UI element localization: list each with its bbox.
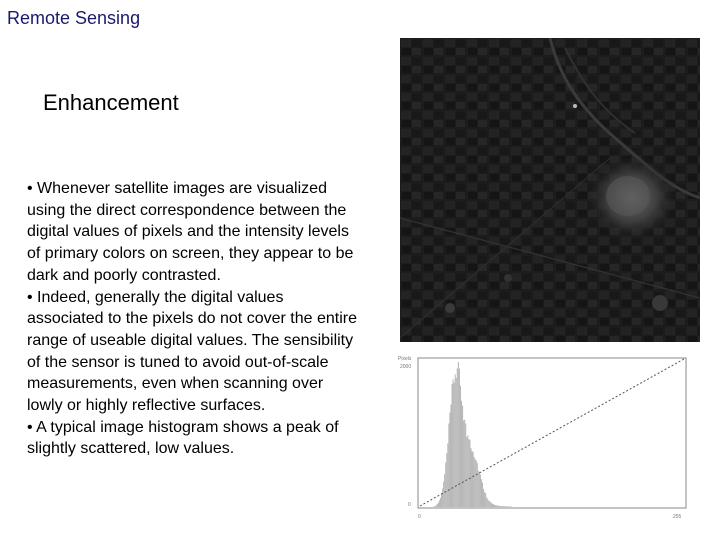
- histogram-bar: [492, 504, 493, 507]
- histogram-bar: [445, 463, 446, 507]
- histogram-bar: [473, 452, 474, 507]
- histogram-bar: [441, 493, 442, 507]
- histogram-bar: [457, 368, 458, 507]
- histogram-bar: [455, 374, 456, 507]
- histogram-bar: [438, 503, 439, 507]
- histogram-bar: [481, 479, 482, 507]
- histogram-bar: [447, 443, 448, 507]
- histogram-bar: [466, 437, 467, 507]
- histogram-bar: [506, 506, 507, 507]
- histogram-bar: [479, 472, 480, 507]
- histogram-bar: [471, 451, 472, 507]
- histogram-bar: [502, 506, 503, 507]
- header-title: Remote Sensing: [7, 8, 141, 28]
- histogram-bar: [501, 506, 502, 507]
- histogram-bar: [476, 460, 477, 507]
- satellite-image: [400, 38, 700, 342]
- histogram-bar: [509, 506, 510, 507]
- histogram-bar: [504, 506, 505, 507]
- histogram-bar: [505, 506, 506, 507]
- histogram-bar: [484, 492, 485, 507]
- y-tick-label-2000: 2000: [400, 364, 412, 370]
- histogram-bar: [460, 386, 461, 507]
- histogram-bar: [487, 499, 488, 507]
- histogram-bar: [444, 474, 445, 507]
- y-tick-label-pixels: Pixels: [398, 356, 412, 362]
- histogram-bar: [475, 459, 476, 507]
- histogram-bar: [459, 369, 460, 507]
- histogram-bar: [464, 420, 465, 507]
- histogram-bar: [436, 505, 437, 507]
- histogram-bar: [485, 493, 486, 507]
- x-tick-label-0: 0: [418, 514, 421, 520]
- histogram-bar: [500, 506, 501, 507]
- histogram-bar: [477, 463, 478, 507]
- histogram-bar: [454, 383, 455, 507]
- histogram-bar: [461, 401, 462, 507]
- histogram-bar: [470, 448, 471, 507]
- histogram-bar: [463, 420, 464, 507]
- histogram-bar: [503, 506, 504, 507]
- x-tick-label-255: 255: [673, 514, 682, 520]
- histogram-bar: [482, 483, 483, 507]
- histogram-bar: [440, 498, 441, 507]
- y-zero-label: 0: [408, 502, 411, 508]
- bullet-paragraph-1: • Whenever satellite images are visualized using the direct correspondence between the digital values of pixels and the intensity levels of primary colors on screen, they appear to be dark and poorly contrasted.: [27, 180, 354, 284]
- histogram-bar: [462, 406, 463, 507]
- histogram-bar: [437, 504, 438, 507]
- histogram-bar: [497, 505, 498, 507]
- histogram-bar: [434, 506, 435, 507]
- histogram-bar: [465, 423, 466, 507]
- histogram-bar: [449, 412, 450, 507]
- histogram-bar: [458, 362, 459, 507]
- bullet-paragraph-2: • Indeed, generally the digital values associated to the pixels do not cover the entire range of useable digital values. The sensibility of the sensor is tuned to avoid out-of-scale measurements, even when scanning over lowly or highly reflective surfaces.: [27, 288, 357, 415]
- histogram-chart: [366, 350, 706, 525]
- histogram-bar: [490, 502, 491, 507]
- histogram-bar: [435, 506, 436, 507]
- histogram-bar: [450, 404, 451, 507]
- histogram-bar: [491, 503, 492, 507]
- histogram-bar: [439, 500, 440, 507]
- body-text: [27, 178, 362, 460]
- histogram-bar: [495, 505, 496, 507]
- slide-title: Enhancement: [43, 90, 179, 115]
- histogram-bar: [469, 440, 470, 507]
- bullet-paragraph-3: • A typical image histogram shows a peak of slightly scattered, low values.: [27, 418, 339, 458]
- histogram-bar: [507, 506, 508, 507]
- histogram-bar: [499, 506, 500, 507]
- histogram-bar: [442, 489, 443, 507]
- histogram-bar: [448, 424, 449, 507]
- histogram-bar: [474, 457, 475, 507]
- histogram-bar: [480, 474, 481, 507]
- histogram-bar: [508, 506, 509, 507]
- histogram-bar: [468, 439, 469, 507]
- histogram-bar: [467, 435, 468, 507]
- histogram-bar: [496, 505, 497, 507]
- histogram-bar: [488, 501, 489, 507]
- histogram-bar: [483, 489, 484, 507]
- histogram-bar: [489, 501, 490, 507]
- histogram-bar: [478, 471, 479, 507]
- histogram-bar: [494, 505, 495, 507]
- histogram-bar: [456, 378, 457, 507]
- histogram-bar: [443, 482, 444, 507]
- histogram-bar: [486, 497, 487, 507]
- histogram-bar: [446, 453, 447, 507]
- histogram-bar: [498, 506, 499, 507]
